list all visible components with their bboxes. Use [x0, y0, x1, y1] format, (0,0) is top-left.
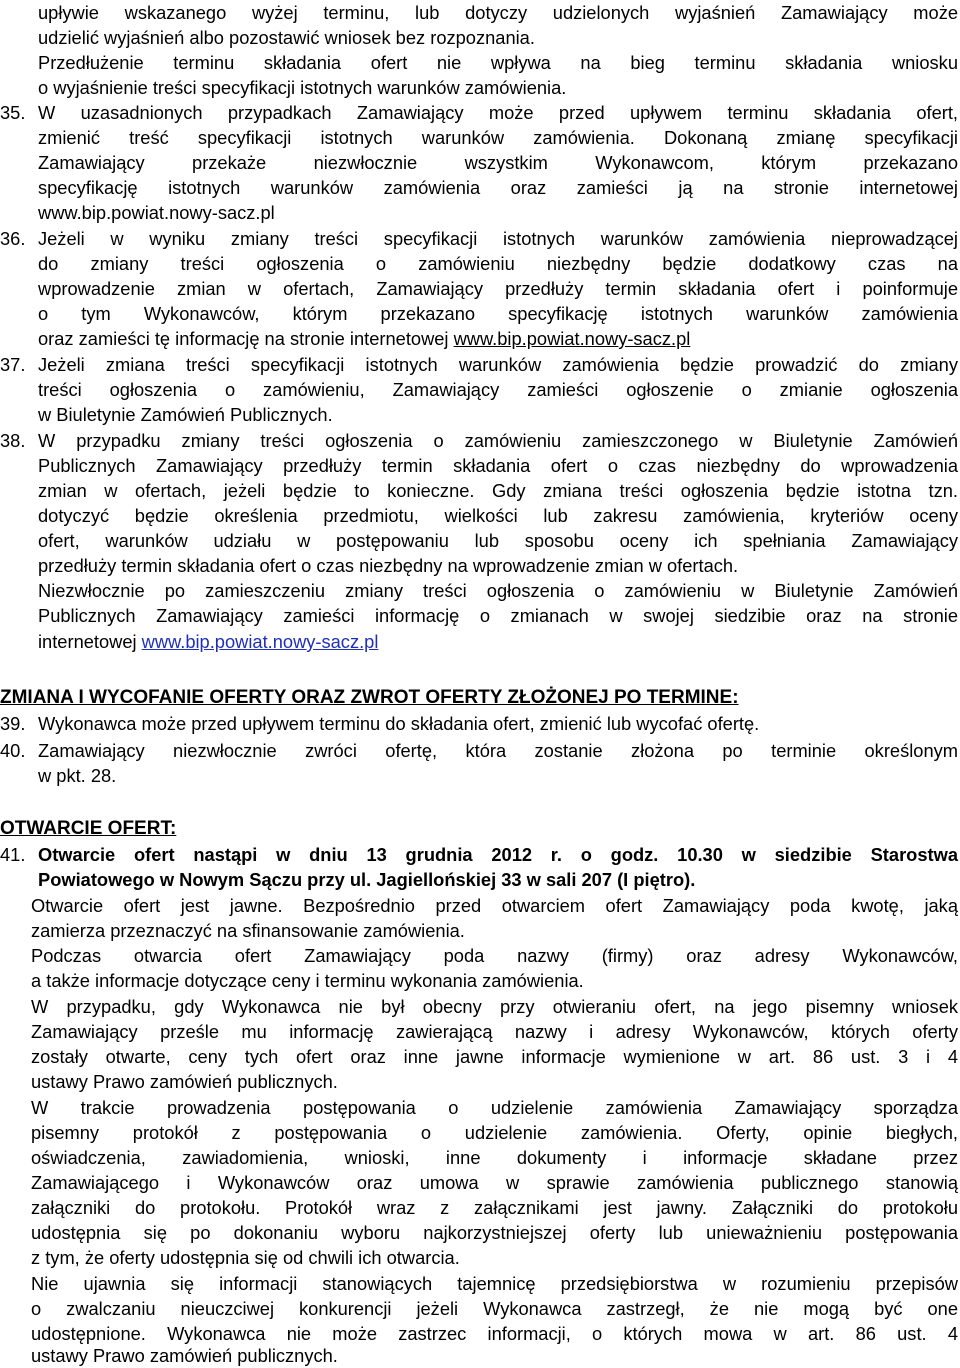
item-number-37: 37.: [0, 354, 26, 375]
opening-para-d-line-4: Zamawiającego i Wykonawców oraz umowa w sprawie zamówienia publicznego stanowią: [31, 1172, 958, 1193]
opening-para-c-line-3: zostały otwarte, ceny tych ofert oraz inne jawne informacje wymienione w art. 86 ust. 3 i 4: [31, 1046, 958, 1067]
opening-para-a-line-2: zamierza przeznaczyć na sfinansowanie zamówienia.: [31, 920, 465, 941]
item-38-line-8: Publicznych Zamawiający zamieści informację o zmianach w swojej siedzibie oraz na stronie: [38, 605, 958, 626]
item-37-line-1: Jeżeli zmiana treści specyfikacji istotnych warunków zamówienia będzie prowadzić do zmiany: [38, 354, 958, 375]
opening-para-c-line-4: ustawy Prawo zamówień publicznych.: [31, 1071, 338, 1092]
opening-para-b-line-1: Podczas otwarcia ofert Zamawiający poda nazwy (firmy) oraz adresy Wykonawców,: [31, 945, 958, 966]
opening-para-e-line-3: udostępnione. Wykonawca nie może zastrzec informacji, o których mowa w art. 86 ust. 4: [31, 1323, 958, 1344]
item-38-line-1: W przypadku zmiany treści ogłoszenia o zamówieniu zamieszczonego w Biuletynie Zamówień: [38, 430, 958, 451]
item-38-line-6: przedłuży termin składania ofert o czas niezbędny na wprowadzenie zmian w ofertach.: [38, 555, 739, 576]
item-36-line-4: o tym Wykonawców, którym przekazano specyfikację istotnych warunków zamówienia: [38, 303, 958, 324]
opening-para-d-line-2: pisemny protokół z postępowania o udzielenie zamówienia. Oferty, opinie biegłych,: [31, 1122, 958, 1143]
item-40-line-1: Zamawiający niezwłocznie zwróci ofertę, która zostanie złożona po terminie określonym: [38, 740, 958, 761]
opening-para-a-line-1: Otwarcie ofert jest jawne. Bezpośrednio przed otwarciem ofert Zamawiający poda kwotę, jaką: [31, 895, 958, 916]
item-number-36: 36.: [0, 228, 26, 249]
opening-para-d-line-1: W trakcie prowadzenia postępowania o udzielenie zamówienia Zamawiający sporządza: [31, 1097, 958, 1118]
opening-para-b-line-2: a także informacje dotyczące ceny i terminu wykonania zamówienia.: [31, 970, 584, 991]
intro-line-2: udzielić wyjaśnień albo pozostawić wniosek bez rozpoznania.: [38, 27, 535, 48]
item-36-line-2: do zmiany treści ogłoszenia o zamówieniu niezbędny będzie dodatkowy czas na: [38, 253, 958, 274]
item-number-40: 40.: [0, 740, 26, 761]
item-number-41: 41.: [0, 844, 26, 865]
opening-para-e-line-2: o zwalczaniu nieuczciwej konkurencji jeżeli Wykonawca zastrzegł, że nie mogą być one: [31, 1298, 958, 1319]
opening-para-d-line-5: załączniki do protokołu. Protokół wraz z załącznikami jest jawny. Załączniki do protokołu: [31, 1197, 958, 1218]
opening-para-d-line-3: oświadczenia, zawiadomienia, wnioski, inne dokumenty i informacje składane przez: [31, 1147, 958, 1168]
opening-para-e-line-4: ustawy Prawo zamówień publicznych.: [31, 1345, 338, 1366]
item-38-line-7: Niezwłocznie po zamieszczeniu zmiany treści ogłoszenia o zamówieniu w Biuletynie Zamówień: [38, 580, 958, 601]
opening-para-c-line-2: Zamawiający prześle mu informację zawierającą nazwy i adresy Wykonawców, których oferty: [31, 1021, 958, 1042]
opening-para-e-line-1: Nie ujawnia się informacji stanowiących tajemnicę przedsiębiorstwa w rozumieniu przepisów: [31, 1273, 958, 1294]
item-38-line-9: [38, 629, 378, 654]
item-35-url: www.bip.powiat.nowy-sacz.pl: [38, 202, 275, 223]
item-number-39: 39.: [0, 713, 26, 734]
item-35-line-1: W uzasadnionych przypadkach Zamawiający może przed upływem terminu składania ofert,: [38, 102, 958, 123]
item-41-line-2: Powiatowego w Nowym Sączu przy ul. Jagiellońskiej 33 w sali 207 (I piętro).: [38, 869, 696, 890]
item-number-38: 38.: [0, 430, 26, 451]
item-38-url-link[interactable]: www.bip.powiat.nowy-sacz.pl: [141, 631, 379, 652]
intro-line-1: upływie wskazanego wyżej terminu, lub dotyczy udzielonych wyjaśnień Zamawiający może: [38, 2, 958, 23]
section-heading-change-withdraw: ZMIANA I WYCOFANIE OFERTY ORAZ ZWROT OFERTY ZŁOŻONEJ PO TERMINE:: [0, 687, 739, 708]
opening-para-d-line-7: z tym, że oferty udostępnia się od chwili ich otwarcia.: [31, 1247, 460, 1268]
item-38-line-2: Publicznych Zamawiający przedłuży termin składania ofert o czas niezbędny do wprowadzenia: [38, 455, 958, 476]
opening-para-d-line-6: udostępnia się po dokonaniu wyboru najkorzystniejszej oferty lub unieważnieniu postępowania: [31, 1222, 958, 1243]
item-39-line-1: Wykonawca może przed upływem terminu do składania ofert, zmienić lub wycofać ofertę.: [38, 713, 760, 734]
intro-line-4: o wyjaśnienie treści specyfikacji istotnych warunków zamówienia.: [38, 77, 567, 98]
item-36-line-5: [38, 326, 690, 351]
opening-para-c-line-1: W przypadku, gdy Wykonawca nie był obecny przy otwieraniu ofert, na jego pisemny wniosek: [31, 996, 958, 1017]
item-38-line-4: dotyczyć będzie określenia przedmiotu, wielkości lub zakresu zamówienia, kryteriów oceny: [38, 505, 958, 526]
item-36-line-1: Jeżeli w wyniku zmiany treści specyfikacji istotnych warunków zamówienia nieprowadzącej: [38, 228, 958, 249]
item-36-line-3: wprowadzenie zmian w ofertach, Zamawiający przedłuży termin składania ofert i poinformuje: [38, 278, 958, 299]
item-36-url-link[interactable]: www.bip.powiat.nowy-sacz.pl: [453, 328, 691, 349]
intro-line-3: Przedłużenie terminu składania ofert nie wpływa na bieg terminu składania wniosku: [38, 52, 958, 73]
item-38-line-9-text: internetowej: [38, 631, 142, 652]
item-37-line-2: treści ogłoszenia o zamówieniu, Zamawiający zamieści ogłoszenie o zmianie ogłoszenia: [38, 379, 958, 400]
item-36-line-5-text: oraz zamieści tę informację na stronie internetowej: [38, 328, 454, 349]
item-38-line-3: zmian w ofertach, jeżeli będzie to konieczne. Gdy zmiana treści ogłoszenia będzie istotna tzn.: [38, 480, 958, 501]
item-number-35: 35.: [0, 102, 26, 123]
item-35-line-2: zmienić treść specyfikacji istotnych warunków zamówienia. Dokonaną zmianę specyfikacji: [38, 127, 958, 148]
section-heading-opening: OTWARCIE OFERT:: [0, 818, 177, 839]
item-38-line-5: ofert, warunków udziału w postępowaniu lub sposobu oceny ich spełniania Zamawiający: [38, 530, 958, 551]
item-41-line-1: Otwarcie ofert nastąpi w dniu 13 grudnia 2012 r. o godz. 10.30 w siedzibie Starostwa: [38, 844, 958, 865]
item-37-line-3: w Biuletynie Zamówień Publicznych.: [38, 404, 333, 425]
item-35-line-4: specyfikację istotnych warunków zamówienia oraz zamieści ją na stronie internetowej: [38, 177, 958, 198]
item-35-line-3: Zamawiający przekaże niezwłocznie wszystkim Wykonawcom, którym przekazano: [38, 152, 958, 173]
item-40-line-2: w pkt. 28.: [38, 765, 117, 786]
